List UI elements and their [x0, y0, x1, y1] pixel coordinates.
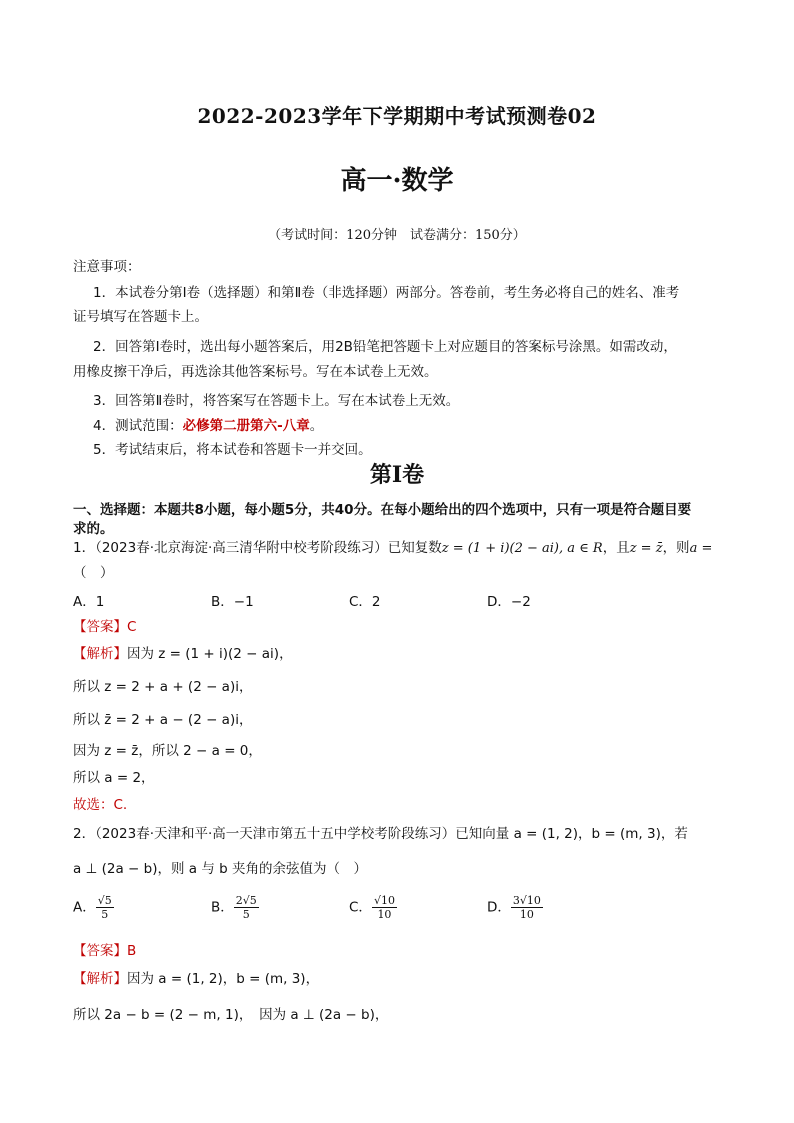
q2-answer-label: 【答案】: [73, 943, 127, 959]
section-title: 第Ⅰ卷: [369, 462, 425, 488]
q1-stem-math: z = (1 + i)(2 − ai), a ∈ R: [441, 541, 603, 556]
exam-info: （考试时间：120分钟 试卷满分：150分）: [268, 228, 526, 243]
q2-option-a-numerator: √5: [97, 894, 112, 907]
q2-option-d-fraction: [511, 894, 543, 921]
q1-analysis-line-4: 因为 z = z̄，所以 2 − a = 0，: [73, 743, 262, 759]
q2-option-b-label: B．: [211, 899, 234, 916]
q1-stem-math2: z = z̄: [629, 541, 663, 556]
q2-analysis-line-2: 所以 2a − b = (2 − m, 1)， 因为 a ⊥ (2a − b)，: [73, 1007, 389, 1023]
notice-item-1-line-1: 1．本试卷分第Ⅰ卷（选择题）和第Ⅱ卷（非选择题）两部分。答卷前，考生务必将自己的姓名、准考: [93, 285, 680, 301]
q1-answer-label: 【答案】: [73, 619, 127, 635]
q1-stem-end: ，则: [662, 540, 690, 556]
q2-option-b-denominator: 5: [242, 908, 250, 921]
q2-option-a: [73, 894, 114, 921]
q2-option-a-label: A．: [73, 899, 96, 916]
subject-title: 高一·数学: [340, 166, 454, 196]
notice-item-5: 5．考试结束后，将本试卷和答题卡一并交回。: [93, 442, 372, 458]
q1-option-d: D．−2: [487, 594, 531, 610]
q2-option-b-numerator: 2√5: [235, 894, 257, 907]
notice-item-3: 3．回答第Ⅱ卷时，将答案写在答题卡上。写在本试卷上无效。: [93, 393, 460, 409]
q1-answer-value: C: [127, 619, 137, 635]
q1-stem-mid: ，且: [602, 540, 630, 556]
section-desc-line-1: 一、选择题：本题共8小题，每小题5分，共40分。在每小题给出的四个选项中，只有一项是符合题目要: [73, 502, 692, 518]
q2-option-c-fraction: [372, 894, 397, 921]
q1-analysis-line-1: [73, 642, 293, 662]
q1-stem-text: 1．（2023春·北京海淀·高三清华附中校考阶段练习）已知复数: [73, 540, 442, 556]
test-scope: 必修第二册第六-八章: [182, 418, 310, 434]
q1-analysis-text-1: 因为 z = (1 + i)(2 − ai)，: [127, 646, 293, 662]
q1-option-a: A．1: [73, 594, 105, 610]
q1-conclusion: 故选：C.: [73, 797, 128, 813]
q2-option-d-numerator: 3√10: [512, 894, 541, 907]
notice-item-2-line-1: 2．回答第Ⅰ卷时，选出每小题答案后，用2B铅笔把答题卡上对应题目的答案标号涂黑。如需改动，: [93, 339, 677, 355]
q1-option-b: B．−1: [211, 594, 254, 610]
q2-analysis-label: 【解析】: [73, 971, 127, 987]
q2-answer: [73, 939, 136, 959]
q2-option-b: [211, 894, 259, 921]
q2-option-b-fraction: [234, 894, 259, 921]
notice-item-1-line-2: 证号填写在答题卡上。: [73, 309, 208, 325]
q2-option-d-denominator: 10: [519, 908, 534, 921]
notice-heading: 注意事项：: [73, 259, 141, 275]
q1-analysis-line-5: 所以 a = 2，: [73, 770, 155, 786]
q2-option-c-denominator: 10: [377, 908, 392, 921]
q2-option-d: [487, 894, 543, 921]
q2-option-d-label: D．: [487, 899, 511, 916]
q2-stem-line-2: a ⊥ (2a − b)，则 a 与 b 夹角的余弦值为（ ）: [73, 861, 367, 877]
q2-option-c-label: C．: [349, 899, 372, 916]
section-desc-line-2: 求的。: [73, 521, 114, 537]
q1-blank: （ ）: [73, 565, 114, 581]
exam-title: 2022-2023学年下学期期中考试预测卷02: [197, 104, 597, 128]
q1-answer: [73, 615, 136, 635]
q1-stem: [73, 536, 712, 556]
q2-option-a-denominator: 5: [101, 908, 109, 921]
notice-item-4-suffix: 。: [309, 418, 324, 434]
q2-analysis-line-1: [73, 967, 319, 987]
q2-option-a-fraction: [96, 894, 114, 921]
q1-analysis-line-2: 所以 z = 2 + a + (2 − a)i，: [73, 679, 253, 695]
q2-stem-line-1: 2．（2023春·天津和平·高一天津市第五十五中学校考阶段练习）已知向量 a = (1, 2)，b = (m, 3)，若: [73, 826, 688, 842]
notice-item-4-prefix: 4．测试范围：: [93, 418, 183, 434]
q1-analysis-label: 【解析】: [73, 646, 127, 662]
q1-analysis-line-3: 所以 z̄ = 2 + a − (2 − a)i，: [73, 712, 253, 728]
notice-item-4: [93, 414, 323, 434]
q2-option-c: [349, 894, 397, 921]
q1-stem-math3: a =: [689, 541, 713, 556]
q2-option-c-numerator: √10: [373, 894, 395, 907]
q1-option-c: C．2: [349, 594, 381, 610]
q2-analysis-text-1: 因为 a = (1, 2)，b = (m, 3)，: [127, 971, 320, 987]
q2-answer-value: B: [127, 943, 137, 959]
notice-item-2-line-2: 用橡皮擦干净后，再选涂其他答案标号。写在本试卷上无效。: [73, 364, 438, 380]
